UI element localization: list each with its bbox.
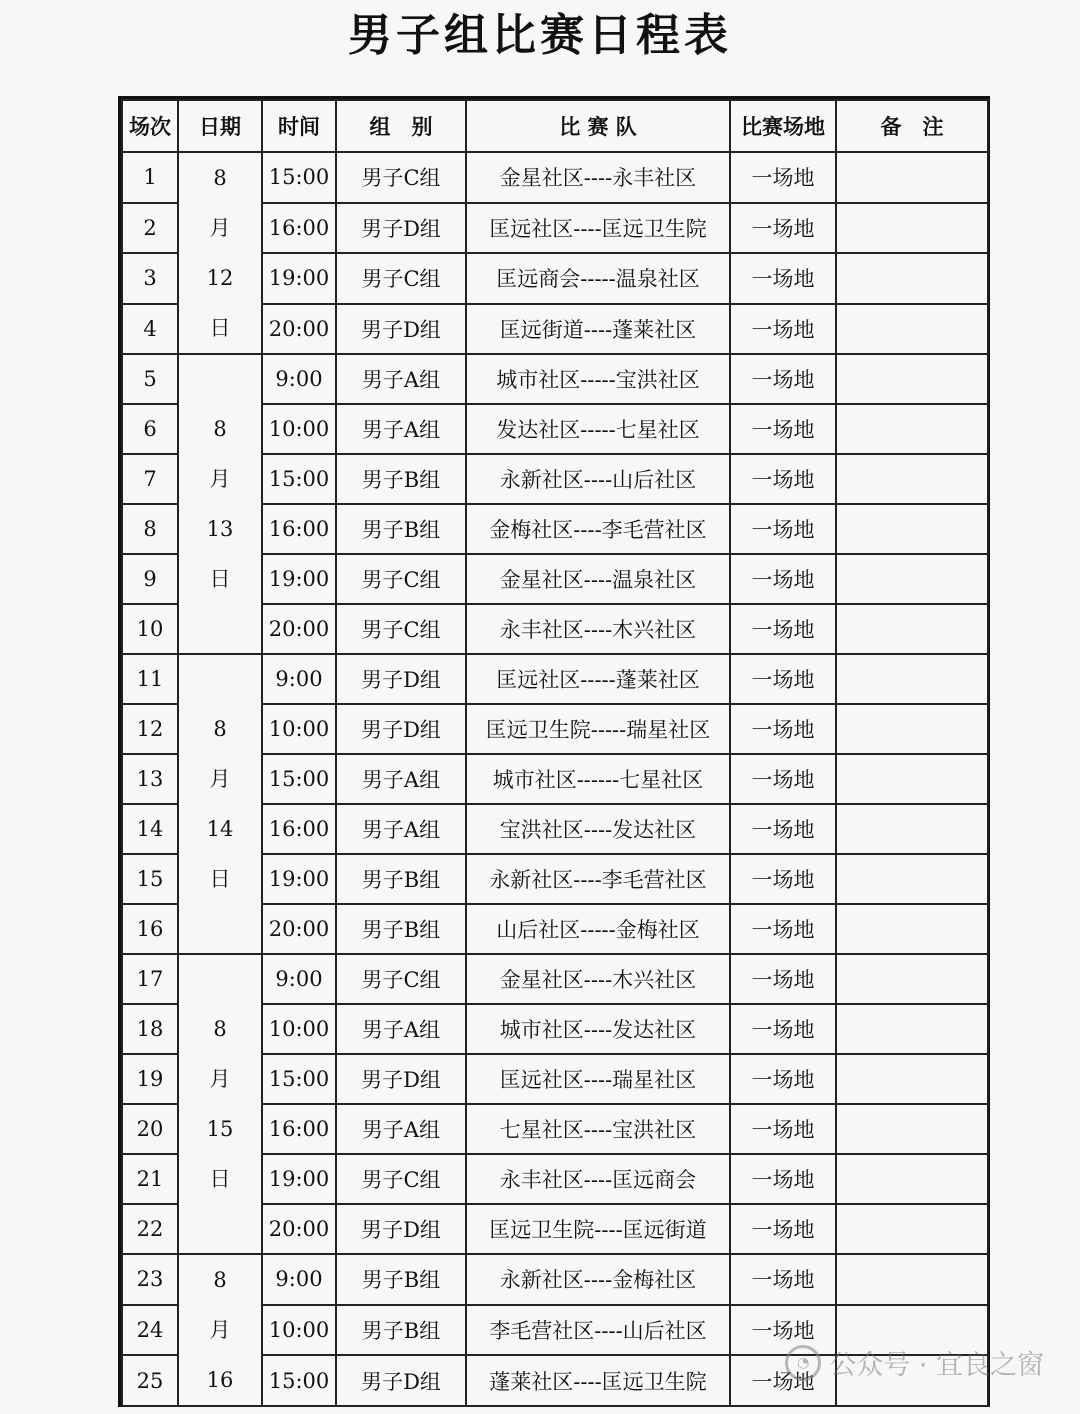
table-row	[122, 354, 988, 404]
venue-cell: 一场地	[730, 804, 836, 854]
group-cell: 男子D组	[336, 1355, 466, 1406]
date-day: 16	[206, 1368, 234, 1392]
date-month: 8	[213, 1017, 227, 1041]
group-cell: 男子D组	[336, 1204, 466, 1254]
venue-cell: 一场地	[730, 754, 836, 804]
teams-cell: 金星社区----木兴社区	[466, 954, 730, 1004]
note-cell	[836, 1154, 988, 1204]
group-cell: 男子D组	[336, 203, 466, 254]
date-day: 12	[206, 266, 234, 290]
time-cell: 10:00	[262, 404, 336, 454]
venue-cell: 一场地	[730, 404, 836, 454]
date-cell	[178, 354, 262, 654]
date-cell	[178, 1254, 262, 1406]
group-cell: 男子B组	[336, 854, 466, 904]
date-month: 8	[213, 417, 227, 441]
teams-cell: 匡远社区----匡远卫生院	[466, 203, 730, 254]
venue-cell: 一场地	[730, 554, 836, 604]
teams-cell: 匡远社区-----蓬莱社区	[466, 654, 730, 704]
teams-cell: 永丰社区----木兴社区	[466, 604, 730, 654]
time-cell: 9:00	[262, 654, 336, 704]
date-month-char: 月	[209, 1067, 231, 1091]
group-cell: 男子D组	[336, 304, 466, 355]
schedule-table-wrapper	[118, 96, 990, 1407]
group-cell: 男子A组	[336, 1004, 466, 1054]
venue-cell: 一场地	[730, 654, 836, 704]
match-no-cell: 15	[122, 854, 178, 904]
teams-cell: 永丰社区----匡远商会	[466, 1154, 730, 1204]
teams-cell: 永新社区----金梅社区	[466, 1254, 730, 1305]
time-cell: 15:00	[262, 1355, 336, 1406]
match-no-cell: 7	[122, 454, 178, 504]
date-day-char: 日	[209, 316, 231, 340]
venue-cell: 一场地	[730, 1154, 836, 1204]
match-no-cell: 25	[122, 1355, 178, 1406]
venue-cell: 一场地	[730, 1004, 836, 1054]
group-cell: 男子A组	[336, 804, 466, 854]
match-no-cell: 10	[122, 604, 178, 654]
group-cell: 男子D组	[336, 704, 466, 754]
time-cell: 15:00	[262, 1054, 336, 1104]
header-note: 备 注	[836, 100, 988, 152]
match-no-cell: 3	[122, 253, 178, 304]
date-month: 8	[213, 717, 227, 741]
time-cell: 10:00	[262, 1004, 336, 1054]
note-cell	[836, 804, 988, 854]
table-row	[122, 1254, 988, 1305]
venue-cell: 一场地	[730, 954, 836, 1004]
match-no-cell: 8	[122, 504, 178, 554]
note-cell	[836, 304, 988, 355]
match-no-cell: 17	[122, 954, 178, 1004]
time-cell: 15:00	[262, 754, 336, 804]
teams-cell: 发达社区-----七星社区	[466, 404, 730, 454]
teams-cell: 城市社区----发达社区	[466, 1004, 730, 1054]
match-no-cell: 1	[122, 152, 178, 203]
schedule-body	[122, 152, 988, 1406]
teams-cell: 七星社区----宝洪社区	[466, 1104, 730, 1154]
table-row	[122, 954, 988, 1004]
note-cell	[836, 152, 988, 203]
note-cell	[836, 354, 988, 404]
teams-cell: 蓬莱社区----匡远卫生院	[466, 1355, 730, 1406]
match-no-cell: 9	[122, 554, 178, 604]
venue-cell: 一场地	[730, 1054, 836, 1104]
time-cell: 15:00	[262, 152, 336, 203]
date-day: 13	[206, 517, 234, 541]
group-cell: 男子C组	[336, 554, 466, 604]
venue-cell: 一场地	[730, 152, 836, 203]
table-row	[122, 152, 988, 203]
venue-cell: 一场地	[730, 203, 836, 254]
group-cell: 男子C组	[336, 604, 466, 654]
time-cell: 20:00	[262, 304, 336, 355]
time-cell: 9:00	[262, 954, 336, 1004]
watermark-text: 公众号 · 宜良之窗	[829, 1350, 1044, 1381]
note-cell	[836, 604, 988, 654]
header-match-no: 场次	[122, 100, 178, 152]
match-no-cell: 11	[122, 654, 178, 704]
date-month-char: 月	[209, 1318, 231, 1342]
note-cell	[836, 654, 988, 704]
venue-cell: 一场地	[730, 854, 836, 904]
note-cell	[836, 1204, 988, 1254]
match-no-cell: 12	[122, 704, 178, 754]
match-no-cell: 5	[122, 354, 178, 404]
table-row	[122, 654, 988, 704]
teams-cell: 永新社区----李毛营社区	[466, 854, 730, 904]
venue-cell: 一场地	[730, 454, 836, 504]
watermark	[785, 1343, 1044, 1382]
match-no-cell: 22	[122, 1204, 178, 1254]
teams-cell: 匡远街道----蓬莱社区	[466, 304, 730, 355]
wechat-icon: ◔	[785, 1345, 821, 1381]
note-cell	[836, 454, 988, 504]
venue-cell: 一场地	[730, 504, 836, 554]
note-cell	[836, 404, 988, 454]
note-cell	[836, 854, 988, 904]
match-no-cell: 19	[122, 1054, 178, 1104]
time-cell: 10:00	[262, 1305, 336, 1356]
teams-cell: 匡远社区----瑞星社区	[466, 1054, 730, 1104]
time-cell: 16:00	[262, 504, 336, 554]
group-cell: 男子C组	[336, 152, 466, 203]
venue-cell: 一场地	[730, 604, 836, 654]
match-no-cell: 24	[122, 1305, 178, 1356]
date-cell	[178, 152, 262, 354]
venue-cell: 一场地	[730, 1355, 836, 1406]
note-cell	[836, 504, 988, 554]
header-date: 日期	[178, 100, 262, 152]
venue-cell: 一场地	[730, 253, 836, 304]
header-venue: 比赛场地	[730, 100, 836, 152]
match-no-cell: 18	[122, 1004, 178, 1054]
match-no-cell: 4	[122, 304, 178, 355]
note-cell	[836, 1054, 988, 1104]
note-cell	[836, 253, 988, 304]
venue-cell: 一场地	[730, 904, 836, 954]
header-group: 组 别	[336, 100, 466, 152]
date-month: 8	[213, 1268, 227, 1292]
time-cell: 19:00	[262, 1154, 336, 1204]
group-cell: 男子A组	[336, 354, 466, 404]
teams-cell: 城市社区------七星社区	[466, 754, 730, 804]
venue-cell: 一场地	[730, 304, 836, 355]
note-cell	[836, 904, 988, 954]
note-cell	[836, 554, 988, 604]
date-month-char: 月	[209, 216, 231, 240]
venue-cell: 一场地	[730, 1254, 836, 1305]
teams-cell: 金星社区----永丰社区	[466, 152, 730, 203]
group-cell: 男子D组	[336, 654, 466, 704]
note-cell	[836, 704, 988, 754]
note-cell	[836, 954, 988, 1004]
teams-cell: 李毛营社区----山后社区	[466, 1305, 730, 1356]
group-cell: 男子C组	[336, 1154, 466, 1204]
match-no-cell: 16	[122, 904, 178, 954]
date-month-char: 月	[209, 467, 231, 491]
note-cell	[836, 203, 988, 254]
match-no-cell: 21	[122, 1154, 178, 1204]
venue-cell: 一场地	[730, 1104, 836, 1154]
group-cell: 男子D组	[336, 1054, 466, 1104]
page-title: 男子组比赛日程表	[348, 10, 732, 61]
header-teams: 比 赛 队	[466, 100, 730, 152]
date-day-char: 日	[209, 567, 231, 591]
group-cell: 男子A组	[336, 1104, 466, 1154]
group-cell: 男子B组	[336, 1305, 466, 1356]
teams-cell: 宝洪社区----发达社区	[466, 804, 730, 854]
time-cell: 16:00	[262, 1104, 336, 1154]
match-no-cell: 13	[122, 754, 178, 804]
group-cell: 男子C组	[336, 954, 466, 1004]
time-cell: 16:00	[262, 203, 336, 254]
date-month-char: 月	[209, 767, 231, 791]
time-cell: 15:00	[262, 454, 336, 504]
date-day: 14	[206, 817, 234, 841]
time-cell: 19:00	[262, 554, 336, 604]
teams-cell: 山后社区-----金梅社区	[466, 904, 730, 954]
date-day: 15	[206, 1117, 234, 1141]
schedule-table	[121, 99, 989, 1407]
note-cell	[836, 1254, 988, 1305]
time-cell: 20:00	[262, 904, 336, 954]
teams-cell: 匡远卫生院----匡远街道	[466, 1204, 730, 1254]
date-cell	[178, 654, 262, 954]
group-cell: 男子B组	[336, 1254, 466, 1305]
date-cell	[178, 954, 262, 1254]
match-no-cell: 6	[122, 404, 178, 454]
group-cell: 男子C组	[336, 253, 466, 304]
date-day-char: 日	[209, 867, 231, 891]
time-cell: 19:00	[262, 253, 336, 304]
venue-cell: 一场地	[730, 1204, 836, 1254]
note-cell	[836, 1004, 988, 1054]
venue-cell: 一场地	[730, 704, 836, 754]
date-day-char: 日	[209, 1167, 231, 1191]
teams-cell: 城市社区-----宝洪社区	[466, 354, 730, 404]
teams-cell: 金星社区----温泉社区	[466, 554, 730, 604]
group-cell: 男子B组	[336, 504, 466, 554]
note-cell	[836, 754, 988, 804]
match-no-cell: 23	[122, 1254, 178, 1305]
teams-cell: 永新社区----山后社区	[466, 454, 730, 504]
time-cell: 16:00	[262, 804, 336, 854]
match-no-cell: 2	[122, 203, 178, 254]
time-cell: 9:00	[262, 354, 336, 404]
time-cell: 20:00	[262, 604, 336, 654]
match-no-cell: 20	[122, 1104, 178, 1154]
time-cell: 19:00	[262, 854, 336, 904]
group-cell: 男子A组	[336, 754, 466, 804]
venue-cell: 一场地	[730, 354, 836, 404]
header-time: 时间	[262, 100, 336, 152]
time-cell: 20:00	[262, 1204, 336, 1254]
group-cell: 男子A组	[336, 404, 466, 454]
note-cell	[836, 1104, 988, 1154]
venue-cell: 一场地	[730, 1305, 836, 1356]
time-cell: 10:00	[262, 704, 336, 754]
teams-cell: 金梅社区----李毛营社区	[466, 504, 730, 554]
teams-cell: 匡远卫生院-----瑞星社区	[466, 704, 730, 754]
group-cell: 男子B组	[336, 454, 466, 504]
time-cell: 9:00	[262, 1254, 336, 1305]
header-row	[122, 100, 988, 152]
group-cell: 男子B组	[336, 904, 466, 954]
match-no-cell: 14	[122, 804, 178, 854]
date-month: 8	[213, 166, 227, 190]
teams-cell: 匡远商会-----温泉社区	[466, 253, 730, 304]
